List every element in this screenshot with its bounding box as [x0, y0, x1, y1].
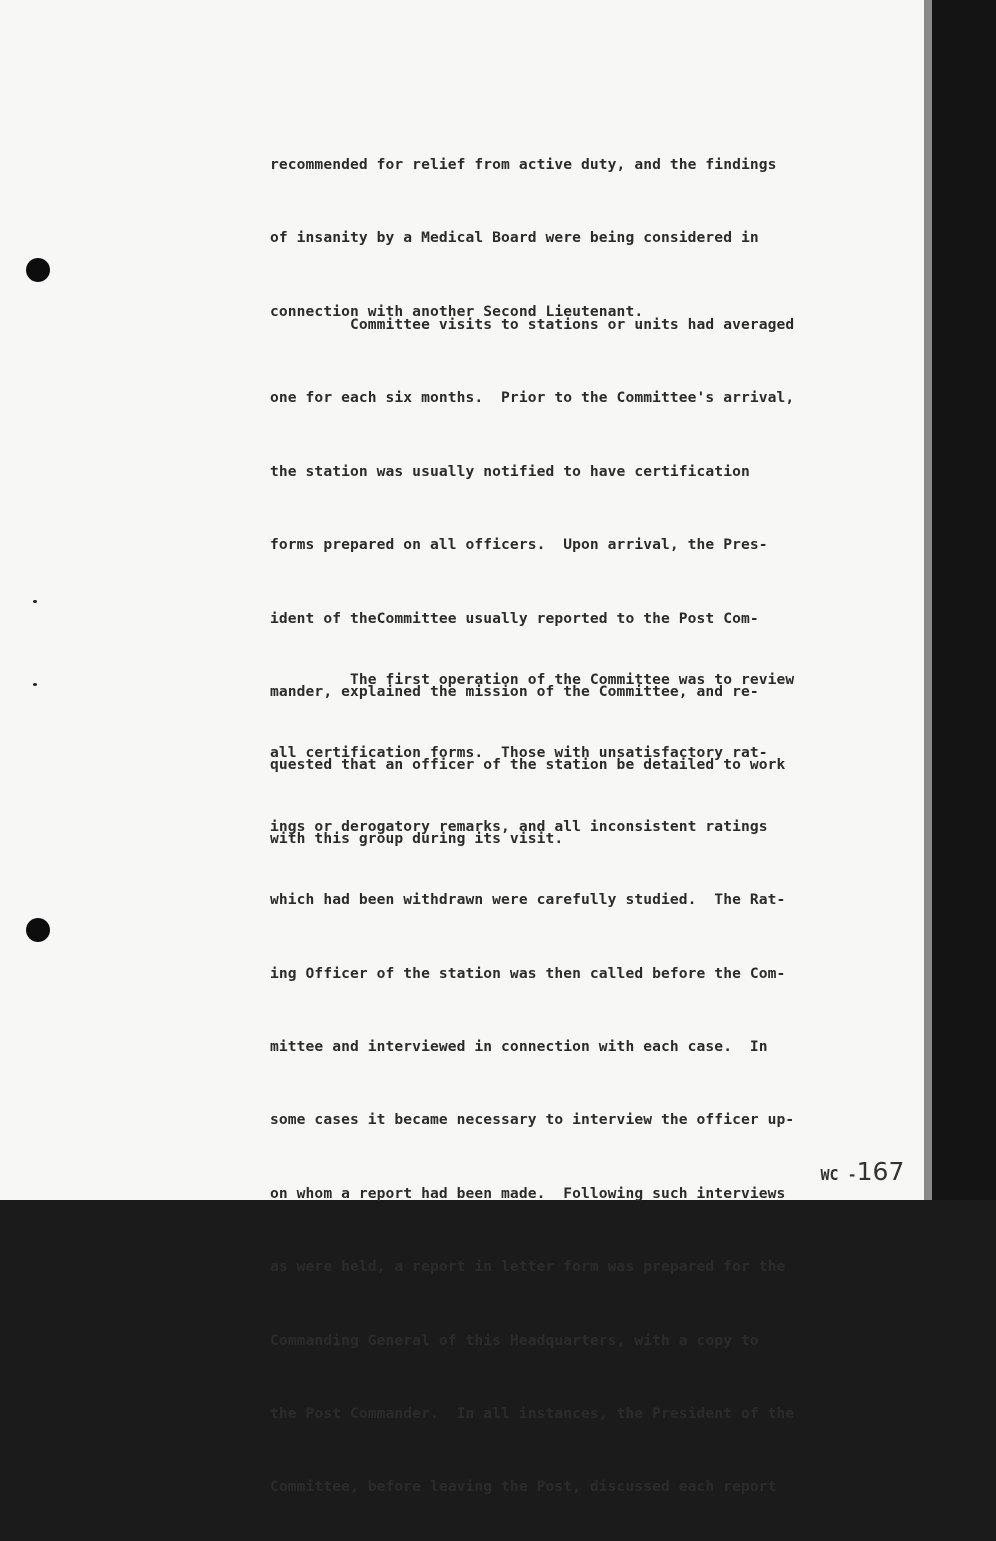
text-line: connection with another Second Lieutenant. [270, 302, 644, 320]
text-line: as were held, a report in letter form was prepared for the [270, 1258, 786, 1276]
page-number-value: 167 [856, 1157, 905, 1186]
text-line: ident of theCommittee usually reported to the Post Com- [270, 609, 759, 627]
punch-hole-bottom [26, 918, 50, 942]
text-line: Commanding General of this Headquarters, with a copy to [270, 1331, 759, 1349]
speck-mark [33, 600, 37, 603]
text-line: ings or derogatory remarks, and all inconsistent ratings [270, 817, 768, 835]
text-line: all certification forms. Those with unsatisfactory rat- [270, 744, 768, 762]
text-line: The first operation of the Committee was to review [270, 671, 795, 688]
text-line: on whom a report had been made. Following such interviews [270, 1184, 786, 1202]
speck-mark [33, 683, 37, 686]
text-line: Committee, before leaving the Post, discussed each report [270, 1478, 777, 1496]
text-line: the station was usually notified to have certification [270, 462, 750, 480]
text-line: forms prepared on all officers. Upon arrival, the Pres- [270, 536, 768, 554]
paragraph-3 [270, 626, 860, 1541]
text-line: quested that an officer of the station be detailed to work [270, 756, 786, 774]
text-line: with this group during its visit. [270, 829, 564, 847]
text-line: recommended for relief from active duty, and the findings [270, 156, 777, 173]
scan-background-margin [932, 0, 996, 1200]
punch-hole-top [26, 258, 50, 282]
page-number-prefix: WC - [820, 1166, 857, 1184]
text-line: some cases it became necessary to interview the officer up- [270, 1111, 795, 1129]
page-number [782, 1138, 904, 1205]
text-line: Committee visits to stations or units had averaged [270, 316, 795, 333]
page-edge-shadow [924, 0, 932, 1200]
text-line: which had been withdrawn were carefully studied. The Rat- [270, 891, 786, 909]
text-line: the Post Commander. In all instances, the President of the [270, 1404, 795, 1422]
text-line: mander, explained the mission of the Committee, and re- [270, 682, 759, 700]
text-line: ing Officer of the station was then called before the Com- [270, 964, 786, 982]
text-line: of insanity by a Medical Board were being considered in [270, 229, 759, 247]
text-line: mittee and interviewed in connection with each case. In [270, 1037, 768, 1055]
text-line: one for each six months. Prior to the Committee's arrival, [270, 389, 795, 407]
